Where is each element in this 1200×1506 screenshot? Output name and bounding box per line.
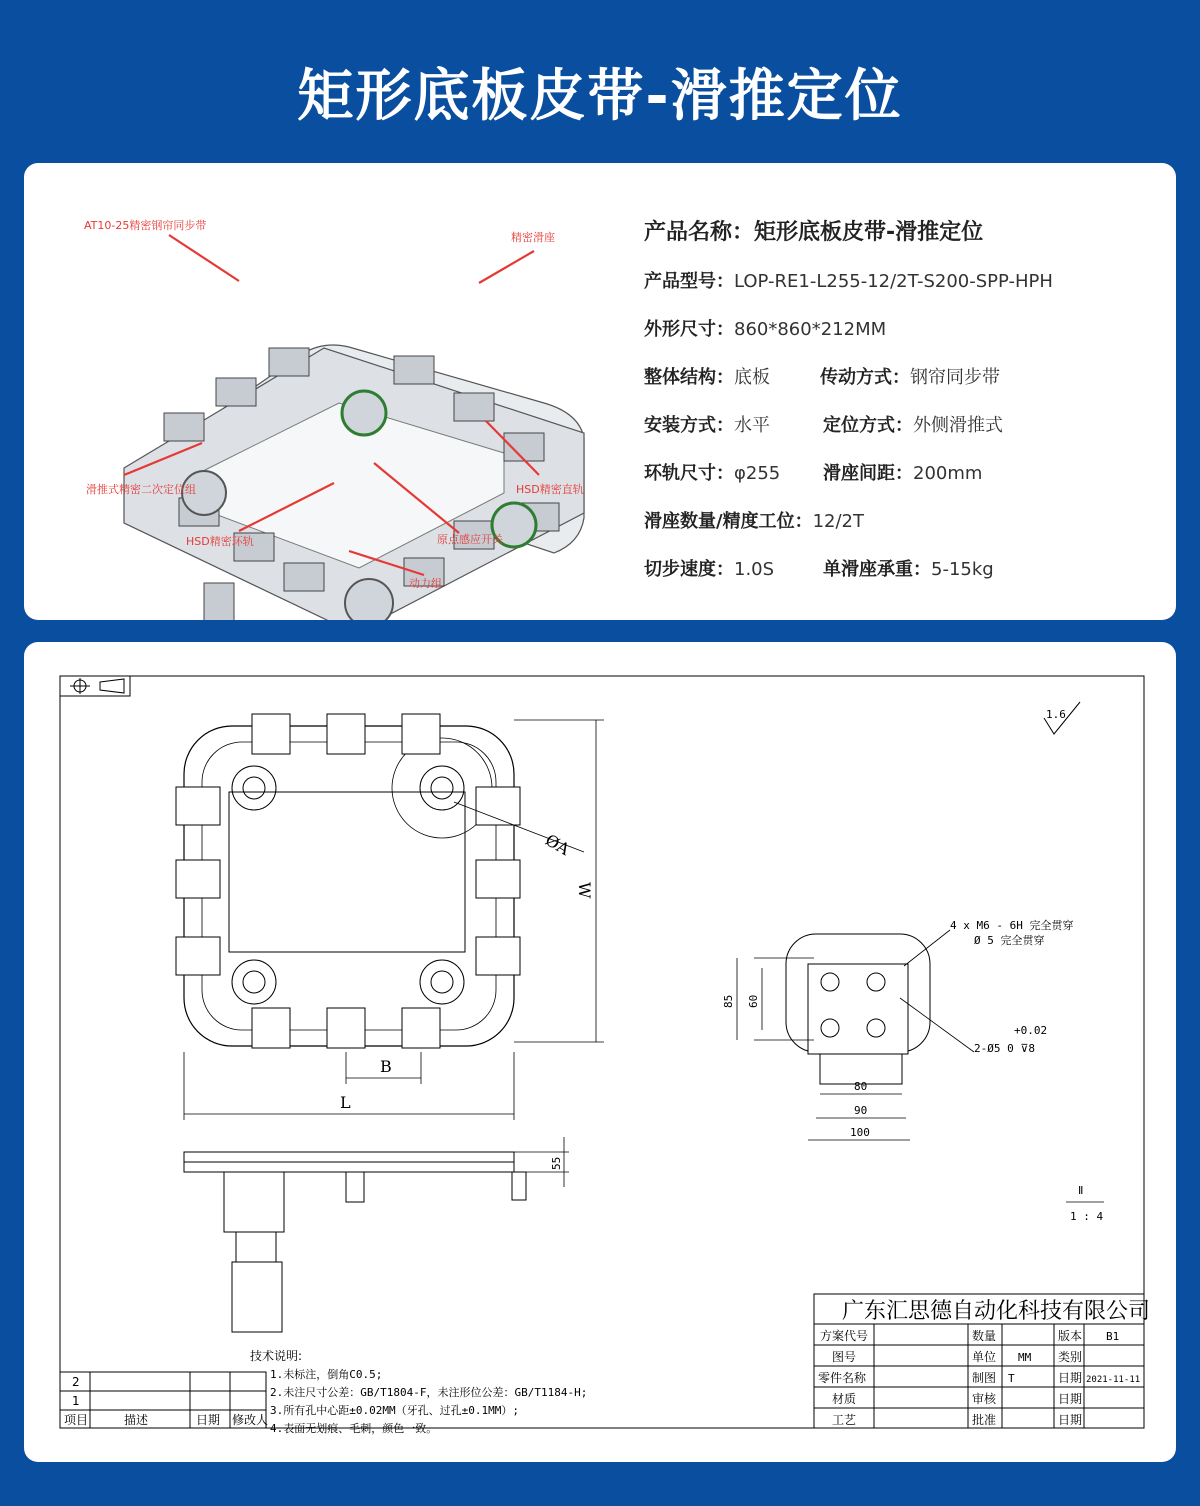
rev-row-2: 2: [72, 1375, 80, 1389]
dim-80: 80: [854, 1080, 868, 1093]
tb-r5-c1: 工艺: [832, 1413, 857, 1427]
spec-pitch: 滑座间距：200mm: [823, 463, 983, 484]
callout-ring-rail-text: HSD精密环轨: [186, 535, 254, 548]
tb-r1-c3: 数量: [972, 1329, 997, 1343]
secondary-locator: [204, 583, 234, 620]
side-view: [184, 1137, 569, 1332]
tech-title: 技术说明:: [250, 1349, 303, 1363]
spec-speed: 切步速度：1.0S: [644, 559, 775, 580]
spec-count: 滑座数量/精度工位：12/2T: [644, 511, 864, 532]
tb-r1-c1: 方案代号: [820, 1329, 869, 1343]
spec-positioning: 定位方式：外侧滑推式: [823, 415, 1003, 436]
callout-slider: [479, 230, 555, 283]
page-title: 矩形底板皮带-滑推定位: [297, 64, 903, 129]
tb-r4-c3: 审核: [972, 1392, 997, 1406]
roughness: 1.6: [1046, 708, 1066, 721]
tech-note-3: 3.所有孔中心距±0.02MM（牙孔、过孔±0.1MM）;: [270, 1404, 519, 1417]
spec-size: 外形尺寸：860*860*212MM: [644, 319, 887, 340]
dim-60: 60: [747, 994, 760, 1008]
dim-90: 90: [854, 1104, 868, 1117]
engineering-drawing: [24, 642, 1176, 1462]
spec-ring: 环轨尺寸：φ255: [644, 463, 781, 484]
spec-structure: 整体结构：底板: [644, 367, 770, 388]
rev-h-item: 项目: [64, 1413, 89, 1427]
tb-r3-c4: T: [1008, 1372, 1015, 1385]
company-name: 广东汇思德自动化科技有限公司: [842, 1299, 1151, 1324]
callout-power-text: 动力组: [409, 577, 442, 590]
callout-rail-text: HSD精密直轨: [516, 483, 584, 496]
scale: 1 : 4: [1070, 1210, 1104, 1223]
tb-r3-c1: 零件名称: [818, 1371, 867, 1385]
tb-r4-c1: 材质: [832, 1392, 857, 1406]
tb-r2-c1: 图号: [832, 1350, 857, 1364]
tb-r1-c5: 版本: [1058, 1329, 1083, 1343]
tol-up: +0.02: [1014, 1024, 1048, 1037]
spec-name: 产品名称：矩形底板皮带-滑推定位: [644, 220, 984, 245]
detail-view: [722, 918, 1073, 1140]
dim-b: B: [380, 1057, 392, 1076]
dim-100: 100: [850, 1126, 870, 1139]
spec-load: 单滑座承重：5-15kg: [823, 559, 994, 580]
wheel-top: [342, 391, 386, 435]
tech-note-2: 2.未注尺寸公差：GB/T1804-F，未注形位公差：GB/T1184-H;: [270, 1386, 588, 1399]
scale-top: Ⅱ: [1078, 1184, 1084, 1197]
callout-belt: [84, 218, 239, 281]
dim-85: 85: [722, 994, 735, 1008]
dim-a: ØA: [542, 830, 573, 859]
spec-model: 产品型号：LOP-RE1-L255-12/2T-S200-SPP-HPH: [644, 271, 1053, 292]
tol-line: 2-Ø5 0 ⊽8: [974, 1042, 1036, 1055]
dim-55: 55: [550, 1156, 563, 1170]
spec-mount: 安装方式：水平: [644, 415, 770, 436]
tb-r2-c5: 类别: [1058, 1350, 1083, 1364]
callout-secondary-text: 滑推式精密二次定位组: [86, 483, 196, 496]
product-illustration: [24, 163, 624, 620]
top-view: [176, 714, 604, 1120]
tb-r2-c3: 单位: [972, 1350, 997, 1364]
dim-l: L: [340, 1093, 351, 1112]
title-block: [814, 1294, 1150, 1428]
spec-drive: 传动方式：钢帘同步带: [820, 367, 1000, 388]
hole-note-1: 4 x M6 - 6H 完全贯穿: [950, 919, 1074, 932]
tb-r3-c3: 制图: [972, 1371, 997, 1385]
callout-belt-text: AT10-25精密钢帘同步带: [84, 219, 207, 232]
tb-r4-c5: 日期: [1058, 1392, 1083, 1406]
tech-note-4: 4.表面无划痕、毛刺，颜色一致。: [270, 1422, 438, 1435]
drawing-card: [24, 642, 1176, 1462]
rev-row-1: 1: [72, 1394, 80, 1408]
dim-w: W: [575, 882, 594, 899]
rev-h-desc: 描述: [124, 1413, 149, 1427]
rev-h-author: 修改人: [232, 1413, 269, 1427]
tb-r3-c5: 日期: [1058, 1371, 1083, 1385]
tb-r5-c3: 批准: [972, 1413, 997, 1427]
rev-h-date: 日期: [196, 1413, 221, 1427]
callout-origin-text: 原点感应开关: [437, 533, 503, 546]
hole-note-2: Ø 5 完全贯穿: [974, 934, 1045, 947]
product-card: [24, 163, 1176, 620]
tb-r5-c5: 日期: [1058, 1413, 1083, 1427]
callout-slider-text: 精密滑座: [511, 231, 555, 244]
tb-r3-c6: 2021-11-11: [1086, 1375, 1141, 1385]
tb-r2-c4: MM: [1018, 1351, 1032, 1364]
tb-r1-c6: B1: [1106, 1330, 1120, 1343]
tech-note-1: 1.未标注，倒角C0.5;: [270, 1368, 383, 1381]
wheel-bottom: [345, 579, 393, 620]
revision-table: [60, 1372, 268, 1428]
